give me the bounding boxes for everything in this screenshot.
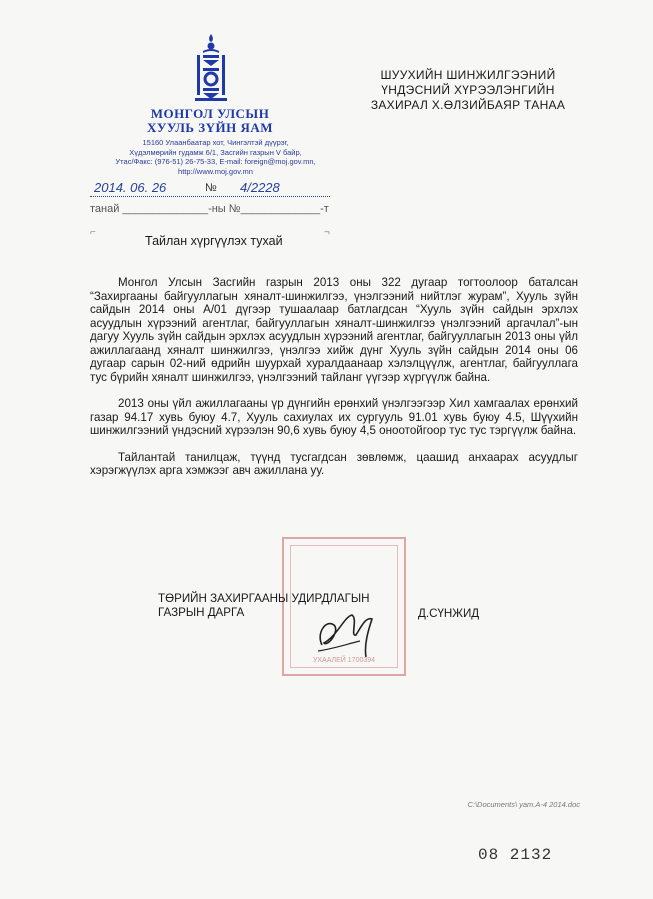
recipient-line1: ШУУХИЙН ШИНЖИЛГЭЭНИЙ xyxy=(380,68,556,82)
recipient-line2: ҮНДЭСНИЙ ХҮРЭЭЛЭНГИЙН xyxy=(381,83,555,97)
registration-number: 08 2132 xyxy=(478,846,553,864)
ministry-name xyxy=(130,107,290,135)
corner-mark-left: ⌐ xyxy=(90,227,96,238)
handwritten-signature xyxy=(308,595,388,665)
body-paragraph-2: 2013 оны үйл ажиллагааны үр дүнгийн ерөнхий үнэлгээгээр Хил хамгаалах ерөнхий газар 94.17 хувь буюу 4.7, Хууль сахиулах их сургууль 91.01 хувь буюу 4.5, Шүүхийн шинжилгээний үндэсний хүрээлэн 90,6 хувь буюу 4,5 оноотойгоор тус тус тэргүүлж байна. xyxy=(90,397,578,437)
stamp-number: УХААЛЕЙ 1700394 xyxy=(312,657,376,664)
letter-body xyxy=(90,276,578,491)
address-line3: Утас/Факс: (976-51) 26-75-33, E-mail: foreign@moj.gov.mn, xyxy=(115,157,316,166)
signatory-name: Д.СҮНЖИД xyxy=(418,607,480,620)
address-line2: Хүдэлмөрийн гудамж 6/1, Засгийн газрын V байр, xyxy=(129,147,302,157)
ministry-address xyxy=(108,138,323,176)
ministry-name-line2: ХУУЛЬ ЗҮЙН ЯАМ xyxy=(146,120,274,135)
file-path: C:\Documents\ yam.A-4 2014.doc xyxy=(467,800,580,809)
address-line1: 15160 Улаанбаатар хот, Чингэлтэй дүүрэг, xyxy=(142,138,289,147)
date-number-line xyxy=(90,180,330,198)
body-paragraph-3: Тайлантай танилцаж, түүнд тусгагдсан зөвлөмж, цаашид анхаарах асуудлыг хэрэгжүүлэх арга хэмжээг авч ажиллана уу. xyxy=(90,450,578,477)
handwritten-date: 2014. 06. 26 xyxy=(94,180,167,195)
address-line4: http://www.moj.gov.mn xyxy=(178,166,253,176)
reference-line: танай ______________-ны №_____________-т xyxy=(90,203,329,215)
handwritten-number: 4/2228 xyxy=(240,180,280,195)
recipient-line3: ЗАХИРАЛ Х.ӨЛЗИЙБАЯР ТАНАА xyxy=(370,98,566,112)
recipient-block xyxy=(363,68,573,113)
ministry-name-line1: МОНГОЛ УЛСЫН xyxy=(150,106,270,121)
body-paragraph-1: Монгол Улсын Засгийн газрын 2013 оны 322 дугаар тогтоолоор баталсан “Захиргааны байгууллагын хяналт-шинжилгээ, үнэлгээний нийтлэг журам”, Хууль зүйн сайдын 2014 оны А/01 дүгээр тушаалаар батлагдсан “Хууль зүйн сайдын эрхлэх асуудлын хүрээний агентлаг, байгууллагын хяналт-шинжилгээ үнэлгээний аргачлал”-ын дагуу Хууль зүйн сайдын эрхлэх асуудлын хүрээний агентлаг, байгууллагын 2013 оны үйл ажиллагаанд хяналт шинжилгээ, үнэлгээ хийж дүнг Хууль зүйн сайдын 2014 оны 06 дугаар сарын 02-ний өдрийн шуурхай хуралдаанаар хэлэлцүүлж, агентлаг, байгууллага тус бүрийн хяналт шинжилгээ, үнэлгээний тайланг үүгээр хүргүүлж байна. xyxy=(90,276,578,384)
signatory-title-line1: ТӨРИЙН ЗАХИРГААНЫ УДИРДЛАГЫН xyxy=(158,592,370,605)
state-emblem-icon xyxy=(191,32,231,104)
corner-mark-right: ¬ xyxy=(324,227,330,238)
signatory-title-line2: ГАЗРЫН ДАРГА xyxy=(158,606,245,619)
letter-subject: Тайлан хүргүүлэх тухай xyxy=(145,234,283,248)
number-label: № xyxy=(205,182,217,194)
